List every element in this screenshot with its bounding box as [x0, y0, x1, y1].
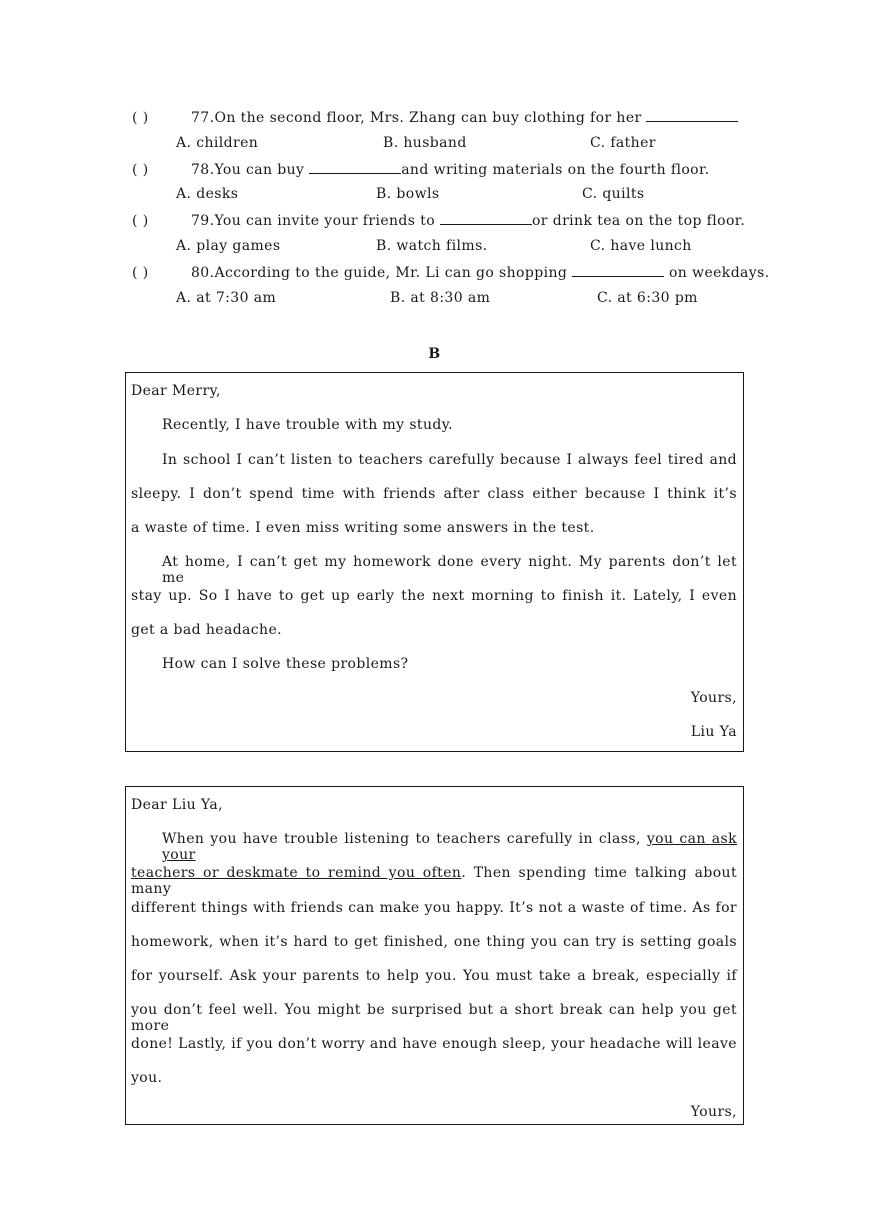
answer-bracket[interactable]: ( )	[132, 162, 149, 178]
question-text-after: on weekdays.	[664, 265, 770, 281]
letter-line: Recently, I have trouble with my study.	[162, 417, 454, 433]
letter-text: When you have trouble listening to teachers carefully in class,	[162, 831, 647, 847]
letter-line: you.	[131, 1070, 163, 1086]
letter-line: In school I can’t listen to teachers carefully because I always feel tired and	[162, 452, 737, 468]
answer-bracket[interactable]: ( )	[132, 213, 149, 229]
letter-line: you don’t feel well. You might be surprised but a short break can help you get more	[131, 1002, 737, 1034]
question-text-after: or drink tea on the top floor.	[531, 213, 746, 229]
question-number: 77.	[191, 110, 215, 126]
answer-blank[interactable]	[646, 109, 738, 122]
option-a: A. at 7:30 am	[176, 290, 277, 306]
underlined-text: teachers or deskmate to remind you often	[131, 865, 462, 881]
question-number: 80.	[191, 265, 215, 281]
option-b: B. at 8:30 am	[390, 290, 491, 306]
letter-line: a waste of time. I even miss writing some answers in the test.	[131, 520, 595, 536]
option-b: B. husband	[383, 135, 467, 151]
answer-blank[interactable]	[440, 212, 532, 225]
option-a: A. play games	[176, 238, 281, 254]
letter-text: . Then spending time talking about many	[131, 865, 737, 897]
option-a: A. children	[176, 135, 259, 151]
answer-bracket[interactable]: ( )	[132, 110, 149, 126]
question-text: According to the guide, Mr. Li can go shopping	[214, 265, 573, 281]
letter-line: homework, when it’s hard to get finished, one thing you can try is setting goals	[131, 934, 737, 950]
question-stem	[132, 264, 770, 281]
letter-greeting: Dear Liu Ya,	[131, 797, 223, 813]
option-b: B. watch films.	[376, 238, 488, 254]
option-c: C. quilts	[582, 186, 645, 202]
option-c: C. father	[590, 135, 656, 151]
option-c: C. have lunch	[590, 238, 692, 254]
letter-closing: Yours,	[690, 1104, 737, 1120]
letter-line: How can I solve these problems?	[162, 656, 409, 672]
underlined-text: you can ask your	[162, 831, 737, 863]
letter-signature: Liu Ya	[690, 724, 737, 740]
letter-line: sleepy. I don’t spend time with friends after class either because I think it’s	[131, 486, 737, 502]
letter-box-liu-ya	[125, 372, 744, 752]
question-text-after: and writing materials on the fourth floor.	[401, 162, 710, 178]
question-text: You can buy	[214, 162, 310, 178]
option-b: B. bowls	[376, 186, 440, 202]
letter-line: get a bad headache.	[131, 622, 282, 638]
question-stem	[132, 161, 752, 178]
option-a: A. desks	[176, 186, 239, 202]
letter-line	[131, 865, 737, 897]
option-c: C. at 6:30 pm	[597, 290, 698, 306]
letter-line: different things with friends can make you happy. It’s not a waste of time. As for	[131, 900, 737, 916]
letter-line: stay up. So I have to get up early the next morning to finish it. Lately, I even	[131, 588, 737, 604]
question-stem	[132, 109, 752, 126]
question-text: On the second floor, Mrs. Zhang can buy clothing for her	[214, 110, 647, 126]
letter-line: for yourself. Ask your parents to help you. You must take a break, especially if	[131, 968, 737, 984]
question-stem	[132, 212, 752, 229]
letter-greeting: Dear Merry,	[131, 383, 221, 399]
question-text: You can invite your friends to	[214, 213, 440, 229]
letter-closing: Yours,	[690, 690, 737, 706]
letter-line: done! Lastly, if you don’t worry and have enough sleep, your headache will leave	[131, 1036, 737, 1052]
letter-line: At home, I can’t get my homework done every night. My parents don’t let me	[162, 554, 737, 586]
letter-box-reply	[125, 786, 744, 1125]
question-number: 79.	[191, 213, 215, 229]
answer-bracket[interactable]: ( )	[132, 265, 149, 281]
answer-blank[interactable]	[572, 264, 664, 277]
answer-blank[interactable]	[309, 161, 401, 174]
question-number: 78.	[191, 162, 215, 178]
section-title: B	[428, 346, 441, 362]
letter-line	[162, 831, 737, 863]
